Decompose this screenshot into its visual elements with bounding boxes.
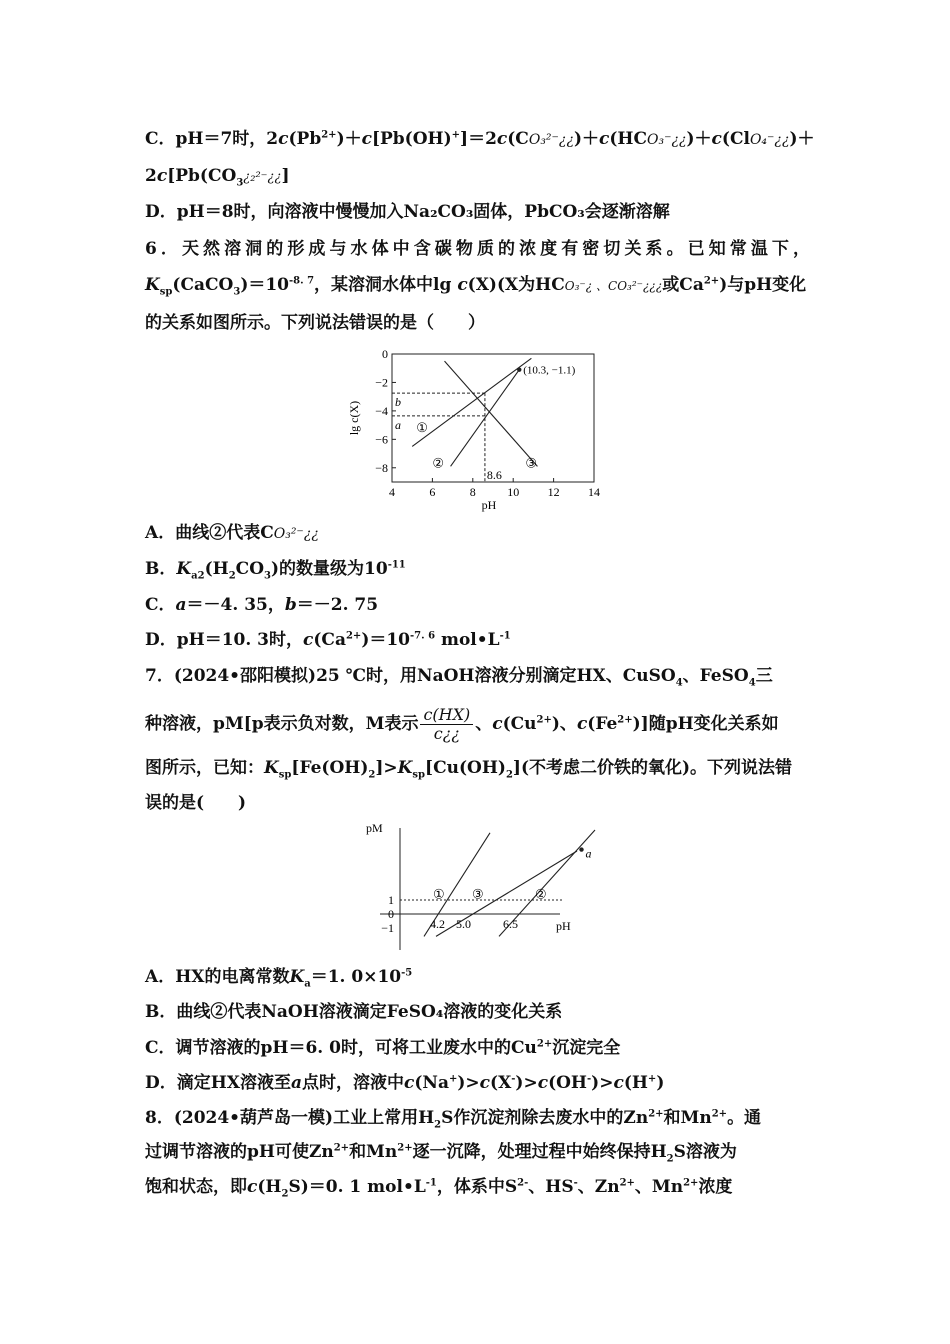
text: ] <box>281 166 290 186</box>
text: [Fe(OH) <box>291 758 369 778</box>
text: 三 <box>755 666 773 686</box>
text: (Cu <box>502 714 537 734</box>
text: S作沉淀剂除去废水中的Zn <box>441 1108 649 1128</box>
chart-lgc-vs-ph <box>340 340 620 510</box>
point-label: (10.3, −1.1) <box>523 364 576 377</box>
text: B． <box>145 559 177 579</box>
text: ＝－2. 75 <box>296 595 379 615</box>
text: 8．(2024•葫芦岛一模)工业上常用H <box>145 1108 435 1128</box>
text: - <box>511 1073 516 1085</box>
text: 、Zn <box>577 1177 620 1197</box>
curve-label-1: ① <box>416 419 428 435</box>
text: - <box>573 1177 578 1189</box>
text: -5 <box>401 967 413 979</box>
text: sp <box>159 286 173 298</box>
text: c <box>711 129 722 149</box>
y-axis-label: pM <box>366 821 383 835</box>
text: 2+ <box>711 1108 728 1120</box>
q7-line-1 <box>145 664 810 688</box>
text: 2+ <box>321 129 337 141</box>
q8-line-1 <box>145 1106 810 1130</box>
text: )的数量级为10 <box>270 559 388 579</box>
text: c <box>613 1073 624 1093</box>
text: 2 <box>281 1188 289 1200</box>
q6-line-3: 的关系如图所示。下列说法错误的是（ ） <box>145 313 485 333</box>
q7-option-d <box>145 1071 810 1095</box>
curve-label-2: ② <box>432 455 445 471</box>
x-axis-label: pH <box>481 498 497 512</box>
text: 2 <box>145 166 157 186</box>
text: K <box>264 758 279 778</box>
text: c <box>361 129 372 149</box>
text: 2 <box>666 1153 674 1165</box>
text: 2+ <box>617 714 633 726</box>
text: )＋ <box>789 129 815 149</box>
text: - <box>587 1073 592 1085</box>
x-tick-label: 12 <box>547 485 560 499</box>
text: D．滴定HX溶液至 <box>145 1073 291 1093</box>
point-a-label: a <box>585 846 592 861</box>
text: c <box>576 714 588 734</box>
text: D．pH＝10. 3时， <box>145 630 304 650</box>
text: S)＝0. 1 mol•L <box>288 1177 426 1197</box>
text: sp <box>278 769 292 781</box>
text: (C <box>507 129 529 149</box>
text: (Ca <box>313 630 346 650</box>
text: 、FeSO <box>682 666 749 686</box>
series-line <box>445 361 538 466</box>
x-axis-label: pH <box>556 919 571 933</box>
text: 点时，溶液中 <box>302 1073 405 1093</box>
text: 2+ <box>683 1177 699 1189</box>
q6-option-d <box>145 628 810 652</box>
q8-line-3 <box>145 1175 810 1199</box>
point-a <box>579 847 583 851</box>
text: 浓度 <box>698 1177 733 1197</box>
text: 、HS <box>528 1177 574 1197</box>
text: O₃²⁻¿¿ <box>273 526 319 542</box>
text: c <box>278 129 289 149</box>
text: c <box>247 1177 258 1197</box>
text: + <box>451 129 461 141</box>
text: )＝10 <box>361 630 411 650</box>
chart-pm-vs-ph <box>360 820 590 960</box>
text: 3 <box>233 286 241 298</box>
y-tick-label: −6 <box>375 432 388 447</box>
text: -11 <box>387 559 406 571</box>
text: )＋ <box>336 129 362 149</box>
q6-line-2 <box>145 273 810 298</box>
text: 2+ <box>536 714 552 726</box>
text: (HC <box>609 129 647 149</box>
text: ¿₂²⁻¿¿ <box>243 170 282 185</box>
text: c <box>479 1073 491 1093</box>
text: )> <box>591 1073 614 1093</box>
curve-label-1: ① <box>433 886 445 902</box>
y-tick-label: −8 <box>375 460 388 475</box>
text: ) <box>656 1073 665 1093</box>
text: [Pb(CO <box>167 166 237 186</box>
text: a2 <box>191 570 205 582</box>
text: 沉淀完全 <box>552 1038 621 1058</box>
text: c <box>404 1073 415 1093</box>
text: (Cl <box>721 129 750 149</box>
fraction-denominator: c¿¿ <box>433 724 460 743</box>
q7-option-c <box>145 1036 810 1060</box>
q7-option-a <box>145 965 810 989</box>
x-tick-label: 4 <box>389 485 395 499</box>
text: ＝－4. 35， <box>186 595 285 615</box>
text: )＋ <box>686 129 712 149</box>
text: )> <box>457 1073 480 1093</box>
x-tick-label: 14 <box>588 485 600 499</box>
text: + <box>448 1073 458 1085</box>
fraction <box>420 706 473 743</box>
text: 2 <box>368 769 376 781</box>
text: [Cu(OH) <box>425 758 506 778</box>
text: 2 <box>505 769 513 781</box>
text: 2+ <box>536 1038 553 1050</box>
x-mark-label: 6.5 <box>503 917 518 931</box>
text: 图所示，已知： <box>145 758 264 778</box>
text: ](不考虑二价铁的氧化)。下列说法错 <box>512 758 793 778</box>
text: c <box>303 630 314 650</box>
text: O₃⁻¿¿ <box>647 132 687 148</box>
text: ]＝2 <box>460 129 497 149</box>
b-label: b <box>395 395 401 410</box>
option-d-line: D．pH＝8时，向溶液中慢慢加入Na₂CO₃固体，PbCO₃会逐渐溶解 <box>145 202 670 222</box>
text: 2+ <box>648 1108 664 1120</box>
text: 3 <box>236 177 244 189</box>
y-tick-label: 0 <box>382 347 388 361</box>
text: 2+ <box>345 630 362 642</box>
q7-option-b: B．曲线②代表NaOH溶液滴定FeSO₄溶液的变化关系 <box>145 1002 563 1022</box>
curve-label-3: ③ <box>525 455 537 471</box>
text: a <box>175 595 187 615</box>
q8-line-2 <box>145 1140 810 1164</box>
x-tick-label: 6 <box>429 485 436 499</box>
q6-option-b <box>145 557 810 581</box>
text: (OH <box>548 1073 587 1093</box>
q6-option-a <box>145 521 810 546</box>
text: 或Ca <box>662 275 704 295</box>
text: -1 <box>425 1177 437 1189</box>
text: 、 <box>475 714 493 734</box>
text: O₃⁻¿ 、CO₃²⁻¿¿¿ <box>564 279 663 293</box>
text: CO <box>235 559 265 579</box>
text: a <box>291 1073 303 1093</box>
text: O₃²⁻¿¿ <box>528 132 574 148</box>
text: 2+ <box>397 1142 413 1154</box>
y-tick-label: −1 <box>381 921 394 935</box>
text: ，某溶洞水体中lg <box>314 275 458 295</box>
text: 逐一沉降，处理过程中始终保持H <box>412 1142 667 1162</box>
q7-line-3 <box>145 756 810 780</box>
text: -7. 6 <box>410 630 436 642</box>
text: (Fe <box>587 714 618 734</box>
text: 饱和状态，即 <box>145 1177 247 1197</box>
text: 2 <box>434 1119 442 1131</box>
text: (CaCO <box>172 275 234 295</box>
text: 2+ <box>619 1177 635 1189</box>
text: 2 <box>228 570 236 582</box>
y-tick-label: 0 <box>388 907 394 921</box>
q7-line-4: 误的是( ) <box>145 793 247 813</box>
text: 2- <box>517 1177 529 1189</box>
series-line <box>451 370 520 467</box>
text: 2+ <box>333 1142 350 1154</box>
text: mol•L <box>435 630 500 650</box>
text: (Pb <box>288 129 322 149</box>
text: (Na <box>414 1073 449 1093</box>
text: sp <box>412 769 426 781</box>
text: 2+ <box>703 275 720 287</box>
text: 3 <box>264 570 271 582</box>
text: -1 <box>499 630 511 642</box>
text: 和Mn <box>663 1108 712 1128</box>
text: S溶液为 <box>673 1142 737 1162</box>
y-tick-label: 1 <box>388 893 394 907</box>
x-tick-label: 10 <box>507 485 520 499</box>
text: (H <box>204 559 229 579</box>
curve-label-3: ③ <box>472 886 484 902</box>
option-c-line-1 <box>145 127 815 152</box>
text: 过调节溶液的pH可使Zn <box>145 1142 334 1162</box>
text: b <box>284 595 297 615</box>
text: 、Mn <box>634 1177 684 1197</box>
text: (X <box>490 1073 512 1093</box>
x-tick-label: 8 <box>469 485 476 499</box>
text: (H <box>623 1073 648 1093</box>
text: C． <box>145 595 176 615</box>
text: + <box>647 1073 657 1085</box>
text: c <box>599 129 610 149</box>
x-mark-label: 4.2 <box>430 917 445 931</box>
text: C．pH＝7时，2 <box>145 129 279 149</box>
text: 和Mn <box>349 1142 398 1162</box>
text: O₄⁻¿¿ <box>749 132 790 148</box>
y-tick-label: −2 <box>375 375 388 390</box>
text: 7．(2024•邵阳模拟)25 ℃时，用NaOH溶液分别滴定HX、CuSO <box>145 666 676 686</box>
text: K <box>397 758 413 778</box>
text: c <box>156 166 168 186</box>
y-tick-label: −4 <box>375 403 388 418</box>
text: -8. 7 <box>289 275 315 287</box>
fraction-numerator: c(HX) <box>420 706 473 725</box>
text: (H <box>257 1177 282 1197</box>
text: a <box>304 978 311 990</box>
text: )＋ <box>573 129 599 149</box>
option-c-line-2 <box>145 164 810 190</box>
curve-label-2: ② <box>535 886 547 902</box>
text: [Pb(OH) <box>371 129 452 149</box>
text: )> <box>515 1073 538 1093</box>
a-label: a <box>395 417 401 432</box>
text: c <box>457 275 468 295</box>
q7-line-2 <box>145 706 810 743</box>
text: C．调节溶液的pH＝6. 0时，可将工业废水中的Cu <box>145 1038 537 1058</box>
q6-option-c <box>145 593 810 617</box>
x-mark-label: 5.0 <box>456 917 471 931</box>
text: 4 <box>675 677 683 689</box>
highlight-point <box>517 367 521 371</box>
text: (X)(X为HC <box>467 275 565 295</box>
text: )与pH变化 <box>719 275 807 295</box>
text: K <box>145 275 160 295</box>
text: c <box>496 129 508 149</box>
text: K <box>176 559 192 579</box>
text: 4 <box>748 677 756 689</box>
text: A．HX的电离常数 <box>145 967 290 987</box>
text: ＝1. 0×10 <box>310 967 402 987</box>
text: 种溶液，pM[p表示负对数，M表示 <box>145 714 419 734</box>
x-mark-label: 8.6 <box>486 468 502 482</box>
text: ，体系中S <box>436 1177 518 1197</box>
text: K <box>289 967 305 987</box>
y-axis-label: lg c(X) <box>347 400 361 436</box>
series-line <box>412 358 531 446</box>
text: )、 <box>551 714 577 734</box>
text: c <box>492 714 503 734</box>
text: 。通 <box>727 1108 762 1128</box>
text: A．曲线②代表C <box>145 523 274 543</box>
text: ]> <box>375 758 398 778</box>
text: )＝10 <box>240 275 290 295</box>
q6-line-1: 6．天然溶洞的形成与水体中含碳物质的浓度有密切关系。已知常温下， <box>145 239 810 259</box>
text: c <box>537 1073 549 1093</box>
text: )]随pH变化关系如 <box>632 714 779 734</box>
